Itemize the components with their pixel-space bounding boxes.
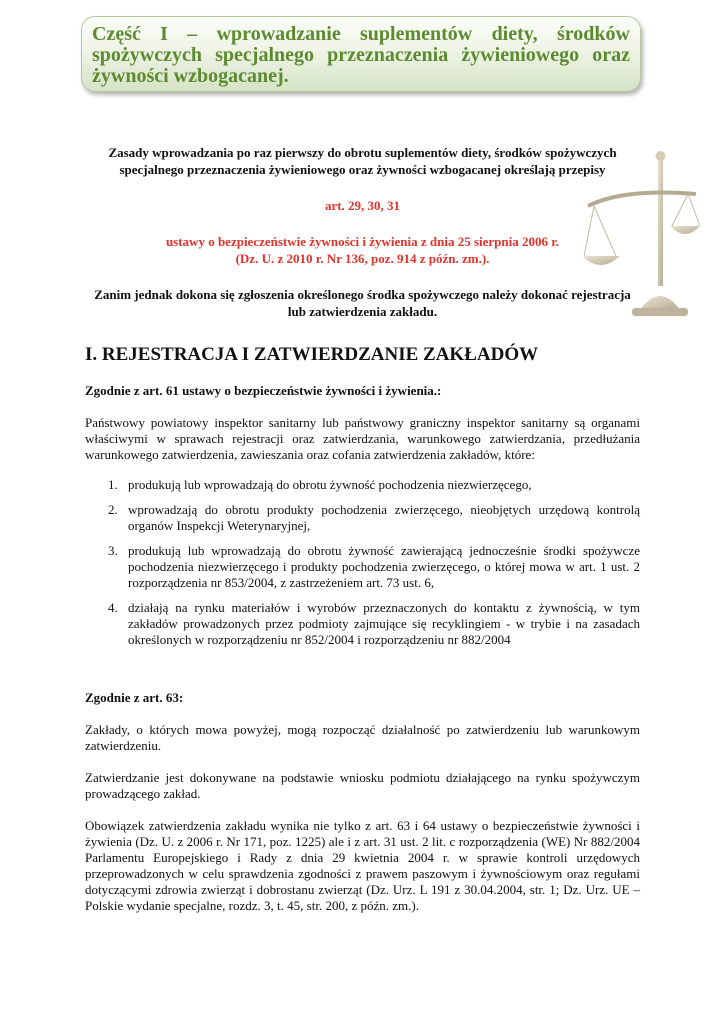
paragraph-approval-basis: Zatwierdzanie jest dokonywane na podstawie wniosku podmiotu działającego na rynku spożywczym prowadzącego zakład. xyxy=(85,770,640,801)
list-text: produkują lub wprowadzają do obrotu żywność pochodzenia niezwierzęcego, xyxy=(128,477,532,492)
list-text: produkują lub wprowadzają do obrotu żywność zawierającą jednocześnie środki spożywcze pochodzenia niezwierzęcego i produkty pochodzenia zwierzęcego, o której mowa w art. 1 ust. 2 rozporządzenia nr 853/2004, z zastrzeżeniem art. 73 ust. 6, xyxy=(128,543,640,590)
scales-of-justice-icon xyxy=(584,150,700,320)
page-title: Część I – wprowadzanie suplementów diety, środków spożywczych specjalnego przeznaczenia żywieniowego oraz żywności wzbogacanej. xyxy=(92,23,630,87)
list-number: 4. xyxy=(108,600,118,615)
paragraph-start-activity: Zakłady, o których mowa powyżej, mogą rozpocząć działalność po zatwierdzeniu lub warunkowym zatwierdzeniu. xyxy=(85,722,640,753)
journal-reference: (Dz. U. z 2010 r. Nr 136, poz. 914 z późn. zm.). xyxy=(235,251,490,266)
list-number: 1. xyxy=(108,477,118,492)
section-heading: I. REJESTRACJA I ZATWIERDZANIE ZAKŁADÓW xyxy=(85,344,539,365)
subheading-art63: Zgodnie z art. 63: xyxy=(85,690,184,705)
intro-text: Zasady wprowadzania po raz pierwszy do obrotu suplementów diety, środków spożywczych specjalnego przeznaczenia żywieniowego oraz żywności wzbogacanej określają przepisy xyxy=(108,145,617,177)
intro-note: Zanim jednak dokona się zgłoszenia określonego środka spożywczego należy dokonać rejestracja lub zatwierdzenia zakładu. xyxy=(94,287,631,319)
main-content xyxy=(85,343,640,914)
list-number: 3. xyxy=(108,543,118,558)
paragraph-approval-obligation: Obowiązek zatwierdzenia zakładu wynika nie tylko z art. 63 i 64 ustawy o bezpieczeństwie żywności i żywienia (Dz. U. z 2006 r. Nr 171, poz. 1225) ale i z art. 31 ust. 2 lit. c rozporządzenia (WE) Nr 882/2004 Parlamentu Europejskiego i Rady z dnia 29 kwietnia 2004 r. w sprawie kontroli urzędowych przeprowadzonych w celu sprawdzenia zgodności z prawem paszowym i żywnościowym oraz regułami dotyczącymi zdrowia zwierząt i dobrostanu zwierząt (Dz. Urz. L 191 z 30.04.2004, str. 1; Dz. Urz. UE – Polskie wydanie specjalne, rozdz. 3, t. 45, str. 200, z późn. zm.). xyxy=(85,818,640,913)
list-item xyxy=(85,502,640,534)
establishment-list xyxy=(85,477,640,648)
articles-reference: art. 29, 30, 31 xyxy=(324,198,401,213)
paragraph-competent-authorities: Państwowy powiatowy inspektor sanitarny lub państwowy graniczny inspektor sanitarny są organami właściwymi w sprawach rejestracji oraz zatwierdzania, warunkowego zatwierdzania, przedłużania warunkowego zatwierdzenia, zawieszania oraz cofania zatwierdzenia zakładów, które: xyxy=(85,415,640,462)
intro-block xyxy=(85,144,640,320)
list-item xyxy=(85,600,640,648)
list-text: wprowadzają do obrotu produkty pochodzenia zwierzęcego, nieobjętych urzędową kontrolą organów Inspekcji Weterynaryjnej, xyxy=(128,502,640,533)
list-number: 2. xyxy=(108,502,118,517)
law-reference: ustawy o bezpieczeństwie żywności i żywienia z dnia 25 sierpnia 2006 r. xyxy=(165,234,560,249)
subheading-art61: Zgodnie z art. 61 ustawy o bezpieczeństwie żywności i żywienia.: xyxy=(85,383,442,398)
list-item xyxy=(85,543,640,591)
list-item xyxy=(85,477,640,493)
title-banner xyxy=(81,16,641,92)
list-text: działają na rynku materiałów i wyrobów przeznaczonych do kontaktu z żywnością, w tym zakładów prowadzonych przez podmioty zajmujące się recyklingiem - w trybie i na zasadach określonych w rozporządzeniu nr 852/2004 i rozporządzeniu nr 882/2004 xyxy=(128,600,640,647)
